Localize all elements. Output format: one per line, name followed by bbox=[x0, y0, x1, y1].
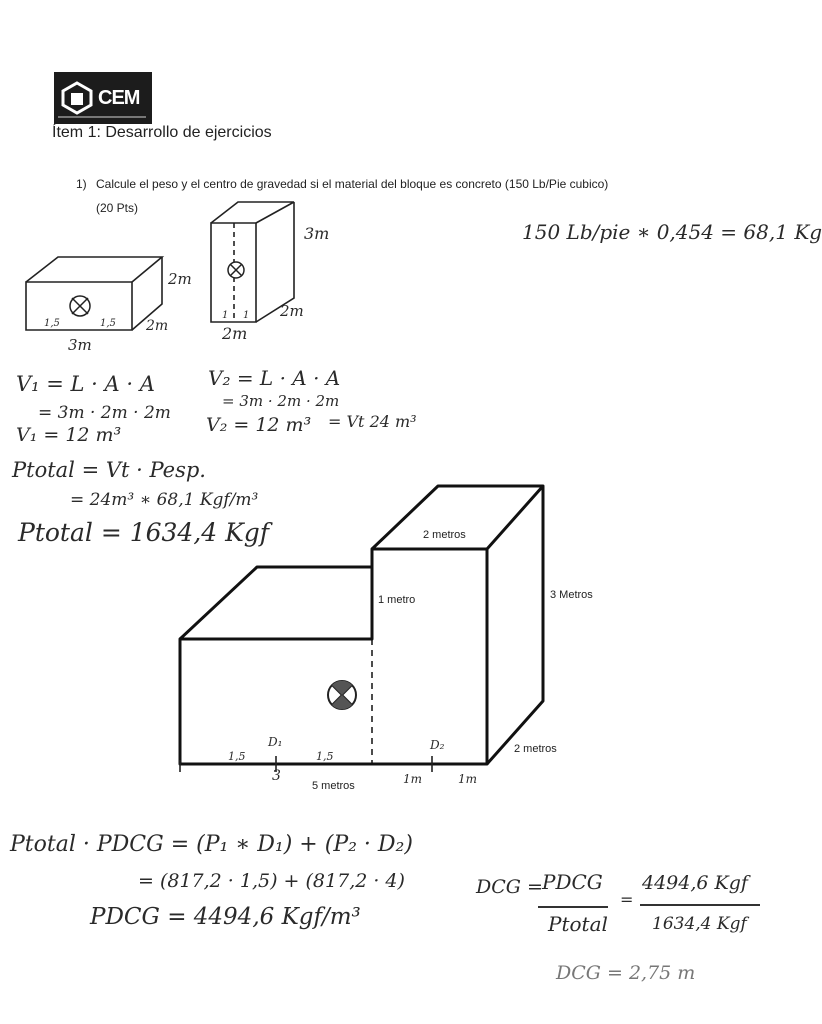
seg-a-label: 1,5 bbox=[228, 750, 246, 763]
block1-seg-left: 1,5 bbox=[44, 318, 60, 329]
block2-centroid-icon bbox=[228, 262, 244, 278]
step-height-label: 1 metro bbox=[378, 594, 416, 606]
top-width-label: 2 metros bbox=[423, 529, 466, 541]
seg-b-label: 1,5 bbox=[316, 750, 334, 763]
weight-result: Ptotal = 1634,4 Kgf bbox=[18, 518, 270, 547]
moment-substitution: = (817,2 · 1,5) + (817,2 · 4) bbox=[138, 870, 405, 892]
v1-result: V₁ = 12 m³ bbox=[16, 424, 122, 446]
fraction-bar-1 bbox=[538, 906, 608, 908]
block1-height-label: 2m bbox=[168, 270, 192, 288]
seg-c-label: 1m bbox=[403, 772, 423, 786]
block2-height-label: 3m bbox=[304, 224, 330, 243]
weight-substitution: = 24m³ ∗ 68,1 Kgf/m³ bbox=[70, 490, 259, 510]
fraction-bar-2 bbox=[640, 904, 760, 906]
v2-result: V₂ = 12 m³ bbox=[206, 414, 312, 436]
length-label: 5 metros bbox=[312, 780, 355, 792]
dcg-equals: = bbox=[620, 890, 634, 909]
moment-equation: Ptotal · PDCG = (P₁ ∗ D₁) + (P₂ · D₂) bbox=[10, 832, 413, 857]
block1-length-label: 3m bbox=[68, 336, 92, 354]
question-number: 1) bbox=[76, 177, 87, 191]
page-title: Ítem 1: Desarrollo de ejercicios bbox=[52, 124, 272, 141]
conversion-note: 150 Lb/pie ∗ 0,454 = 68,1 Kg bbox=[522, 220, 822, 244]
block2-seg-left: 1 bbox=[222, 310, 229, 321]
v1-substitution: = 3m · 2m · 2m bbox=[38, 403, 171, 423]
total-height-label: 3 Metros bbox=[550, 589, 593, 601]
d1-label: D₁ bbox=[268, 735, 283, 749]
dcg-num-value: 4494,6 Kgf bbox=[642, 872, 748, 894]
mark-3-label: 3 bbox=[272, 768, 281, 784]
d2-label: D₂ bbox=[430, 738, 445, 752]
question-text: Calcule el peso y el centro de gravedad si el material del bloque es concreto (150 Lb/Pie cubico) bbox=[96, 177, 609, 191]
block2-depth-label: 2m bbox=[280, 302, 304, 320]
weight-formula: Ptotal = Vt · Pesp. bbox=[12, 458, 206, 482]
moment-result: PDCG = 4494,6 Kgf/m³ bbox=[90, 904, 361, 930]
v1-formula: V₁ = L · A · A bbox=[16, 372, 155, 396]
vt-total: = Vt 24 m³ bbox=[328, 412, 417, 431]
seg-d-label: 1m bbox=[458, 772, 478, 786]
dcg-label: DCG = bbox=[476, 876, 543, 898]
logo-text: CEM bbox=[98, 86, 140, 109]
dcg-numerator: PDCG bbox=[542, 870, 603, 894]
block1-seg-right: 1,5 bbox=[100, 318, 116, 329]
block2-length-label: 2m bbox=[222, 324, 248, 343]
main-centroid-icon bbox=[328, 681, 356, 709]
dcg-result: DCG = 2,75 m bbox=[556, 962, 696, 984]
dcg-den-value: 1634,4 Kgf bbox=[652, 914, 747, 934]
question-points: (20 Pts) bbox=[96, 201, 139, 215]
v2-formula: V₂ = L · A · A bbox=[208, 366, 341, 390]
dcg-denominator: Ptotal bbox=[548, 912, 608, 936]
block1-depth-label: 2m bbox=[146, 318, 169, 334]
block1-centroid-icon bbox=[70, 296, 90, 316]
depth-label: 2 metros bbox=[514, 743, 557, 755]
block2-seg-right: 1 bbox=[243, 310, 250, 321]
v2-substitution: = 3m · 2m · 2m bbox=[222, 392, 340, 410]
